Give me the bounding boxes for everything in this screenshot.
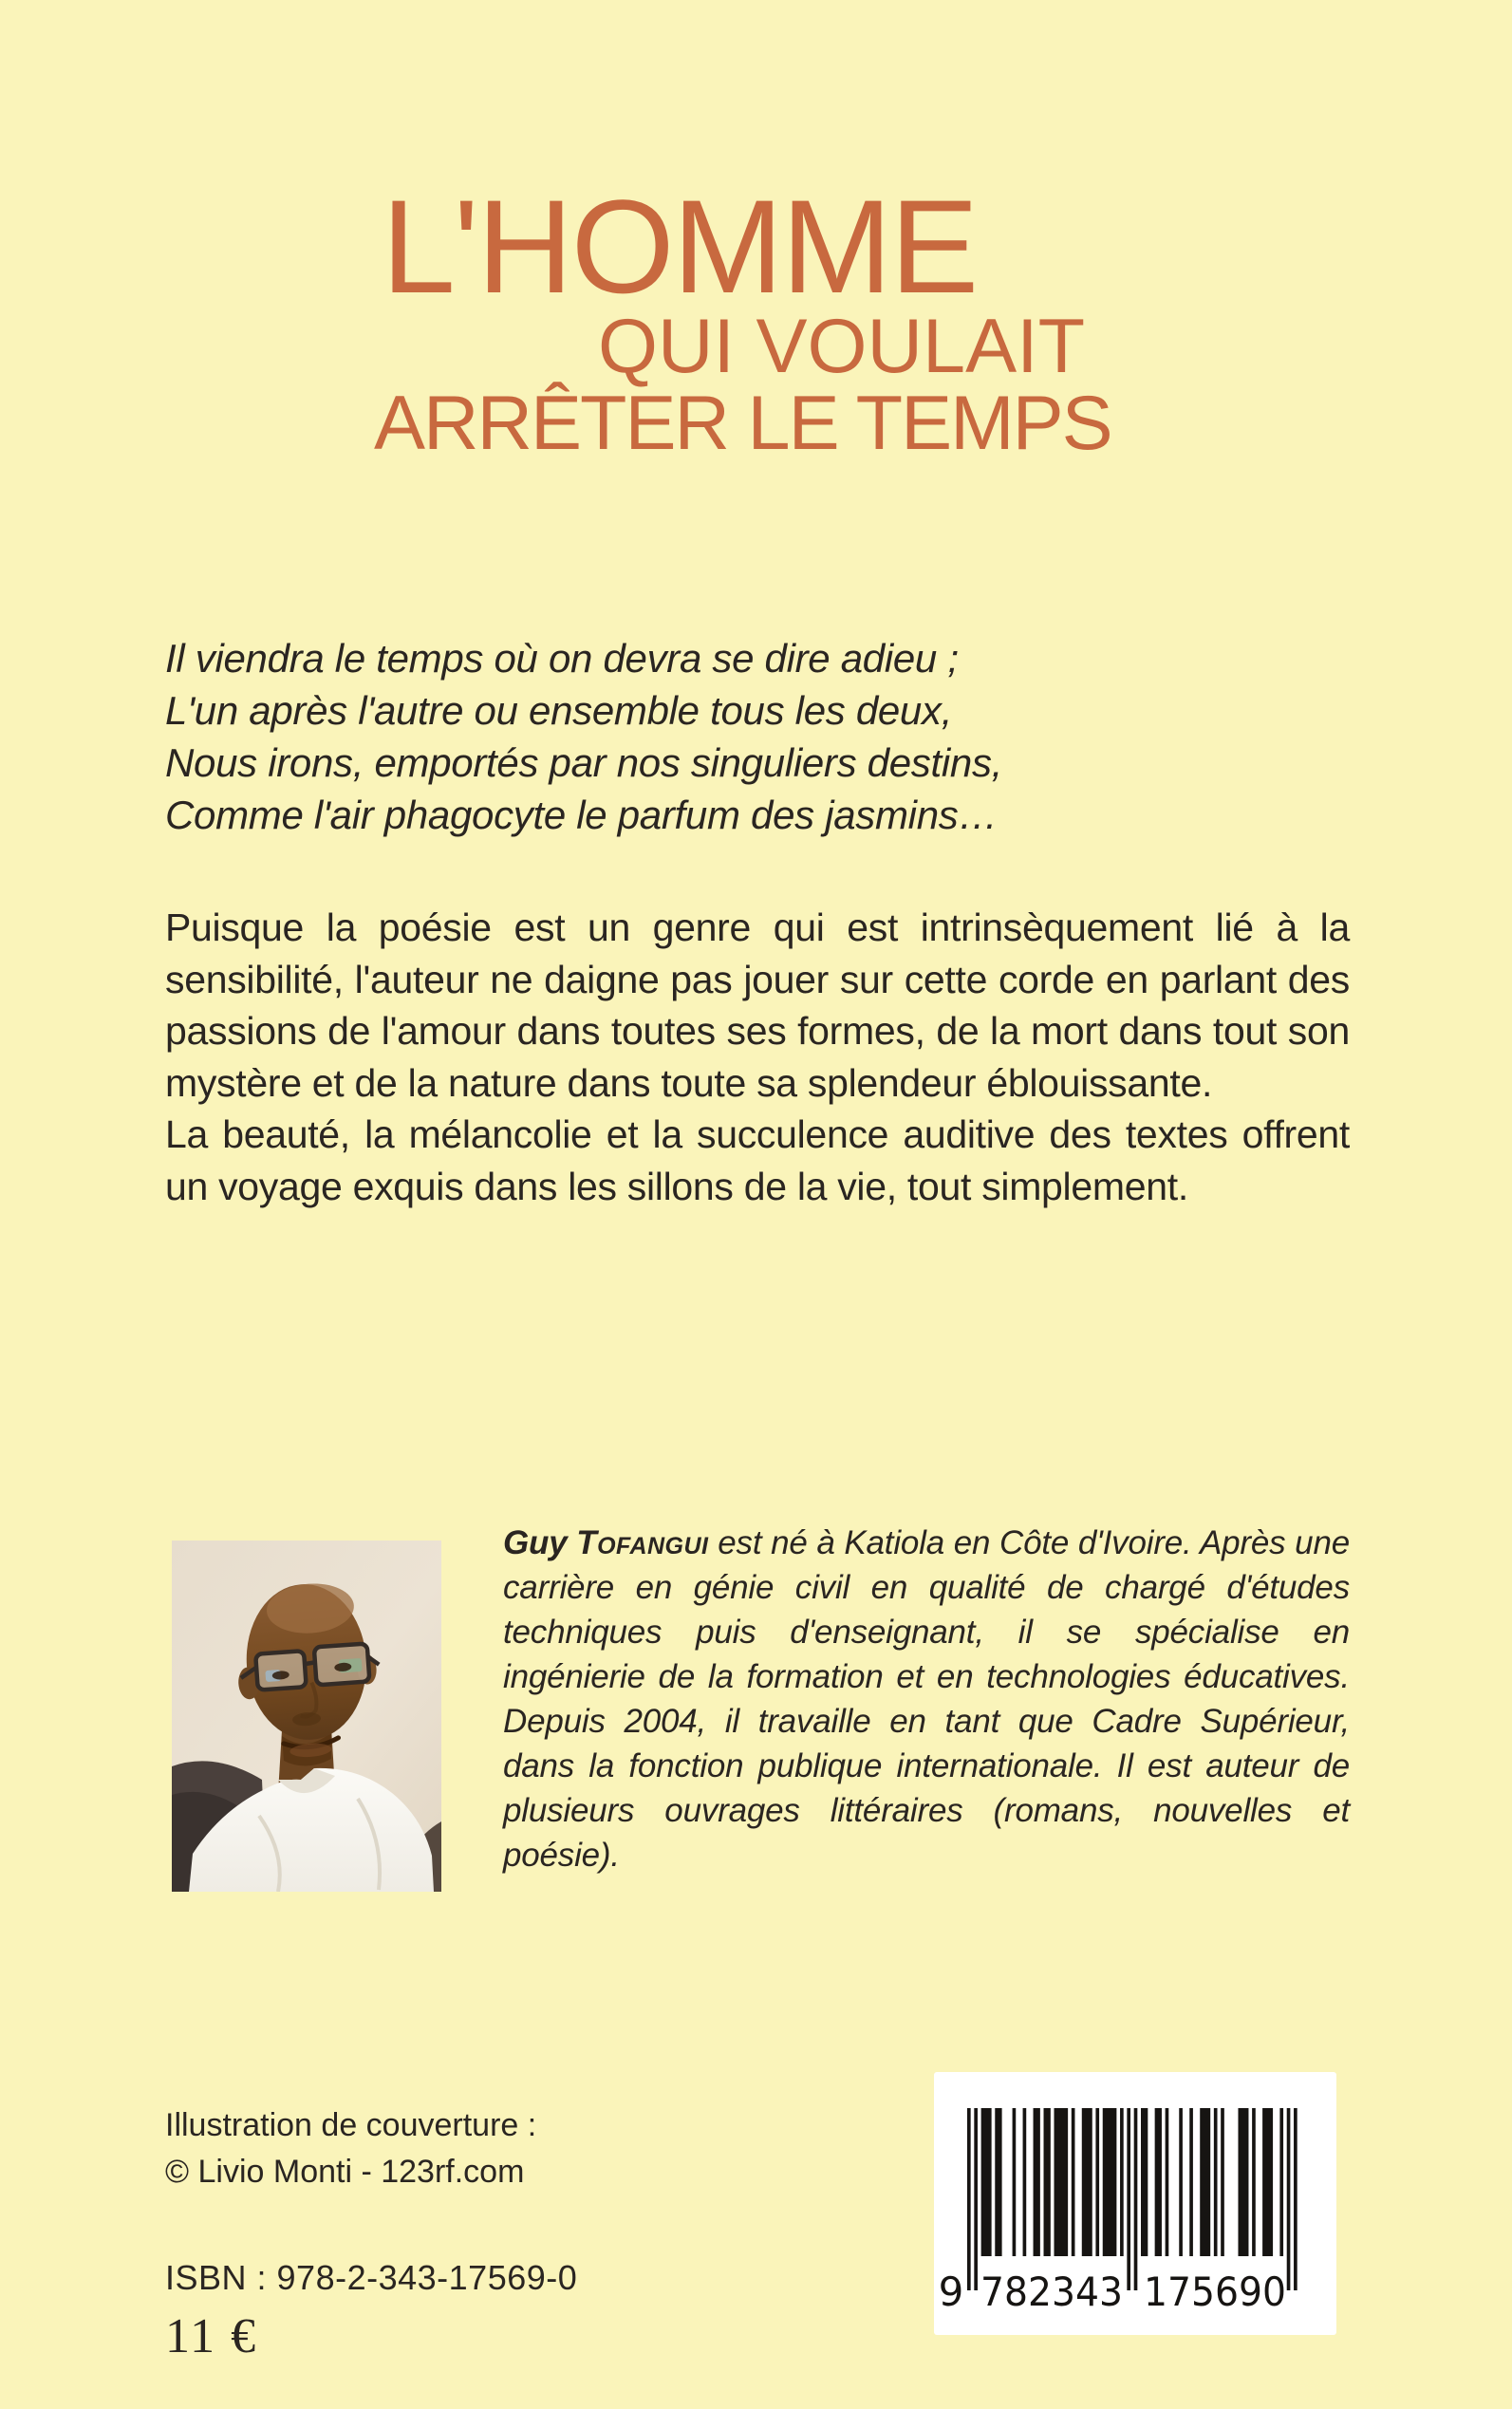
poem-line: L'un après l'autre ou ensemble tous les deux,: [165, 688, 953, 733]
author-photo: [172, 1541, 441, 1892]
price: 11 €: [165, 2309, 258, 2363]
poem-line: Il viendra le temps où on devra se dire adieu ;: [165, 636, 959, 681]
illustration-credit-author: © Livio Monti - 123rf.com: [165, 2154, 525, 2190]
book-title-line-3: ARRÊTER LE TEMPS: [374, 381, 1111, 466]
barcode-bars: [967, 2108, 1297, 2290]
synopsis-paragraph-2: La beauté, la mélancolie et la succulence auditive des textes offrent un voyage exquis dans les sillons de la vie, tout simplement.: [165, 1112, 1350, 1208]
synopsis: [165, 902, 1350, 1212]
book-title-line-2: QUI VOULAIT: [598, 304, 1086, 389]
poem-line: Nous irons, emportés par nos singuliers destins,: [165, 740, 1003, 785]
barcode-panel: [934, 2072, 1336, 2335]
author-first-name: Guy: [503, 1524, 568, 1561]
synopsis-paragraph-1: Puisque la poésie est un genre qui est intrinsèquement lié à la sensibilité, l'auteur ne daigne pas jouer sur cette corde en parlant des passions de l'amour dans toutes ses formes, de la mort dans tout son mystère et de la nature dans toute sa splendeur éblouissante.: [165, 906, 1350, 1105]
barcode-digits-left-group: 782343: [980, 2269, 1123, 2309]
book-title-line-1: L'HOMME: [382, 172, 978, 321]
poem-epigraph: [165, 632, 1002, 841]
author-bio: [503, 1521, 1350, 1877]
barcode: [936, 2108, 1335, 2309]
isbn: ISBN : 978-2-343-17569-0: [165, 2258, 578, 2297]
poem-line: Comme l'air phagocyte le parfum des jasmins…: [165, 793, 999, 837]
author-last-name: Tofangui: [576, 1524, 709, 1561]
author-bio-text: est né à Katiola en Côte d'Ivoire. Après une carrière en génie civil en qualité de chargé d'études techniques puis d'enseignant, il se spécialise en ingénierie de la formation et en technologies éducatives. Depuis 2004, il travaille en tant que Cadre Supérieur, dans la fonction publique internationale. Il est auteur de plusieurs ouvrages littéraires (romans, nouvelles et poésie).: [503, 1524, 1350, 1874]
illustration-credit-label: Illustration de couverture :: [165, 2107, 537, 2143]
barcode-digit-first: 9: [938, 2269, 964, 2309]
barcode-digits-right-group: 175690: [1144, 2269, 1286, 2309]
